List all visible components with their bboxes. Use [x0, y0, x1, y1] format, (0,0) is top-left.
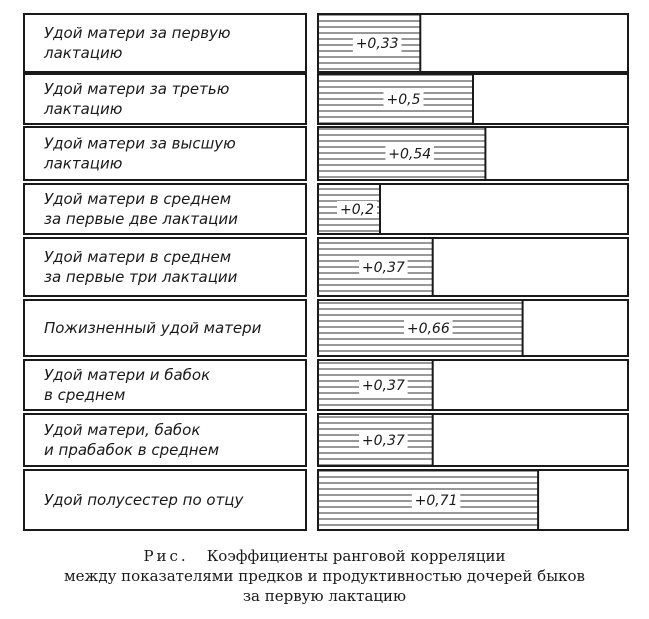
label-box	[24, 238, 306, 296]
caption-title: Коэффициенты ранговой корреляции	[206, 547, 506, 565]
row-label: за первые три лактации	[44, 268, 238, 286]
chart-row	[24, 300, 628, 356]
value-label: +0,71	[414, 493, 458, 509]
row-label: лактацию	[44, 44, 123, 62]
row-label: Удой полусестер по отцу	[44, 491, 244, 509]
row-label: в среднем	[44, 386, 126, 404]
chart-row	[24, 470, 628, 530]
chart-row	[24, 184, 628, 234]
chart-row	[24, 360, 628, 410]
value-label: +0,37	[361, 378, 405, 394]
caption-line-1	[0, 546, 649, 566]
row-label: Удой матери за первую	[44, 24, 231, 42]
chart-rows	[24, 14, 628, 530]
row-label: лактацию	[44, 154, 123, 173]
value-label: +0,37	[361, 260, 405, 276]
row-label: Пожизненный удой матери	[44, 319, 262, 337]
row-label: лактацию	[44, 100, 123, 118]
chart-row	[24, 127, 628, 180]
row-label: Удой матери в среднем	[44, 248, 232, 266]
value-label: +0,54	[388, 146, 432, 163]
value-label: +0,5	[386, 92, 421, 108]
row-label: и прабабок в среднем	[44, 441, 220, 459]
chart-row	[24, 414, 628, 466]
row-label: за первые две лактации	[44, 210, 238, 228]
caption-line-3: за первую лактацию	[242, 587, 407, 605]
figure-caption	[0, 546, 649, 606]
caption-line-2: между показателями предков и продуктивностью дочерей быков	[64, 567, 585, 585]
row-label: Удой матери за третью	[44, 80, 230, 98]
value-label: +0,33	[355, 36, 399, 52]
chart-row	[24, 238, 628, 296]
chart-row	[24, 14, 628, 72]
row-label: Удой матери, бабок	[44, 421, 201, 439]
caption-prefix: Рис.	[143, 547, 189, 565]
label-box	[24, 14, 306, 72]
chart-row	[24, 74, 628, 124]
row-label: Удой матери в среднем	[44, 190, 232, 208]
value-label: +0,37	[361, 433, 405, 449]
row-label: Удой матери за высшую	[44, 134, 236, 153]
row-label: Удой матери и бабок	[44, 366, 211, 384]
value-label: +0,2	[340, 202, 374, 218]
value-label: +0,66	[406, 321, 450, 337]
